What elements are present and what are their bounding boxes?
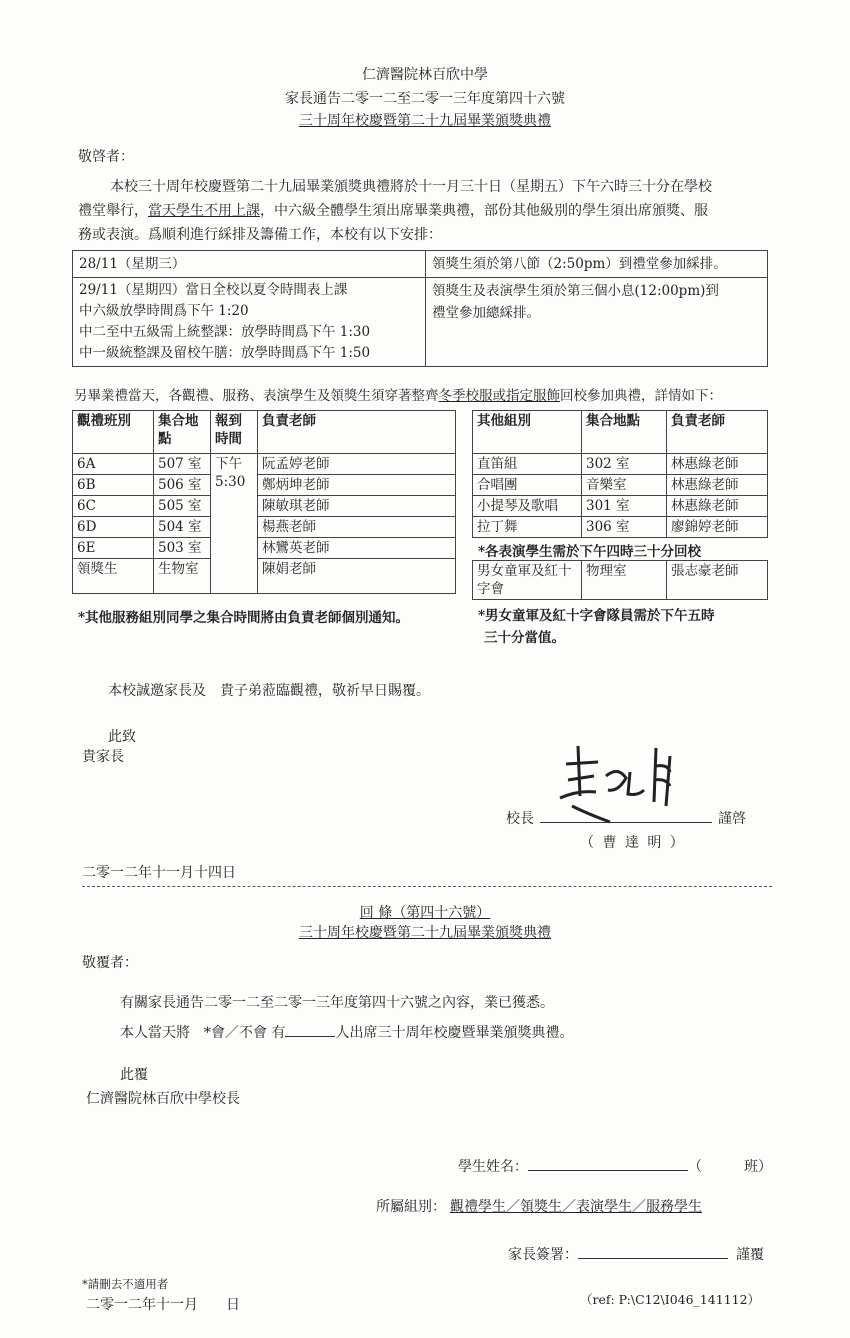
col-header: 報到時間 (211, 411, 258, 454)
tear-line (82, 886, 772, 887)
table-row (73, 559, 456, 594)
cell-teacher: 林惠綠老師 (667, 475, 768, 496)
cell-teacher: 林惠綠老師 (667, 454, 768, 475)
table-row (73, 475, 456, 496)
table-row (73, 517, 456, 538)
no-class-note: 當天學生不用上課 (148, 203, 260, 219)
schedule-note: 領獎生須於第八節（2:50pm）到禮堂參加綵排。 (426, 251, 768, 278)
cell-class: 6E (73, 538, 154, 559)
table-row (473, 496, 768, 517)
col-header: 集合地點 (582, 411, 667, 454)
cell-class: 6D (73, 517, 154, 538)
schedule-row (73, 278, 768, 367)
schedule-note: 禮堂參加總綵排。 (432, 305, 540, 321)
table-header-row (73, 411, 456, 454)
reply-subject: 三十周年校慶暨第二十九屆畢業頒獎典禮 (299, 925, 551, 941)
cell-teacher: 林鸞英老師 (258, 538, 456, 559)
notice-subject: 三十周年校慶暨第二十九屆畢業頒獎典禮 (299, 113, 551, 129)
intro-line2: 禮堂舉行，當天學生不用上課，中六級全體學生須出席畢業典禮，部份其他級別的學生須出席頒獎、服 (78, 203, 708, 219)
cell-group: 男女童軍及紅十字會 (473, 561, 582, 600)
col-header: 負責老師 (258, 411, 456, 454)
student-name-row: 學生姓名： （ 班） (458, 1159, 772, 1175)
schedule-line: 中一級統整課及留校午膳：放學時間爲下午 1:50 (79, 345, 371, 361)
cell-time: 下午 5:30 (211, 454, 258, 594)
principal-name: （ 曹 達 明 ） (580, 835, 686, 851)
closing-2: 貴家長 (82, 749, 124, 765)
table-row (473, 517, 768, 538)
cell-location: 306 室 (582, 517, 667, 538)
reply-greeting: 敬覆者： (82, 955, 138, 971)
principal-label: 校長 謹啓 (506, 811, 746, 827)
scout-note-cont: 三十分當值。 (484, 630, 565, 646)
schedule-date: 29/11（星期四）當日全校以夏令時間表上課 (79, 282, 348, 298)
service-note: *其他服務組別同學之集合時間將由負責老師個別通知。 (78, 610, 410, 626)
cell-class: 領獎生 (73, 559, 154, 594)
cell-location: 物理室 (582, 561, 667, 600)
cell-class: 6B (73, 475, 154, 496)
scout-table (472, 560, 768, 600)
student-name-field[interactable] (528, 1158, 688, 1171)
cell-group: 拉丁舞 (473, 517, 582, 538)
cell-teacher: 鄭炳坤老師 (258, 475, 456, 496)
cell-location: 音樂室 (582, 475, 667, 496)
parent-sign-row: 家長簽署： 謹覆 (508, 1247, 764, 1263)
scout-note: *男女童軍及紅十字會隊員需於下午五時 (478, 608, 715, 624)
cell-class: 6C (73, 496, 154, 517)
schedule-row (73, 251, 768, 278)
cell-teacher: 陳敏琪老師 (258, 496, 456, 517)
table-row (473, 454, 768, 475)
reply-title: 回 條（第四十六號） (359, 905, 491, 921)
cell-teacher: 陳娟老師 (258, 559, 456, 594)
class-field[interactable]: （ 班） (688, 1159, 772, 1175)
col-header: 其他組別 (473, 411, 582, 454)
cell-group: 合唱團 (473, 475, 582, 496)
schedule-date: 28/11（星期三） (73, 251, 426, 278)
table-row (473, 475, 768, 496)
table-header-row (473, 411, 768, 454)
delete-footnote: *請刪去不適用者 (82, 1277, 169, 1291)
cell-location: 503 室 (154, 538, 211, 559)
cell-location: 507 室 (154, 454, 211, 475)
dress-code: 另畢業禮當天，各觀禮、服務、表演學生及領獎生須穿著整齊冬季校服或指定服飾回校參加典禮，詳情如下： (74, 388, 722, 404)
performance-note: *各表演學生需於下午四時三十分回校 (478, 544, 702, 560)
col-header: 集合地點 (154, 411, 211, 454)
notice-number: 家長通告二零一二至二零一三年度第四十六號 (285, 91, 565, 107)
table-row (73, 496, 456, 517)
schedule-line: 中二至中五級需上統整課：放學時間爲下午 1:30 (79, 324, 371, 340)
cell-teacher: 楊燕老師 (258, 517, 456, 538)
performance-table (472, 410, 768, 538)
table-row (473, 561, 768, 600)
schedule-table (72, 250, 768, 367)
table-row (73, 538, 456, 559)
reply-closing-2: 仁濟醫院林百欣中學校長 (86, 1091, 240, 1107)
schedule-note: 領獎生及表演學生須於第三個小息(12:00pm)到 (432, 283, 719, 299)
cell-location: 504 室 (154, 517, 211, 538)
table-row (73, 454, 456, 475)
cell-location: 505 室 (154, 496, 211, 517)
attendance-table (72, 410, 456, 594)
reply-line2: 本人當天將 *會／不會 有 人出席三十周年校慶暨畢業頒獎典禮。 (120, 1025, 574, 1041)
cell-location: 生物室 (154, 559, 211, 594)
cell-group: 直笛組 (473, 454, 582, 475)
cell-location: 506 室 (154, 475, 211, 496)
reply-closing-1: 此覆 (120, 1067, 148, 1083)
cell-group: 小提琴及歌唱 (473, 496, 582, 517)
cell-location: 301 室 (582, 496, 667, 517)
parent-signature-field[interactable] (578, 1246, 728, 1259)
reference-code: （ref: P:\C12\I046_141112） (580, 1292, 761, 1307)
cell-teacher: 阮孟婷老師 (258, 454, 456, 475)
school-name: 仁濟醫院林百欣中學 (362, 67, 488, 83)
cell-teacher: 張志豪老師 (667, 561, 768, 600)
invitation: 本校誠邀家長及 貴子弟蒞臨觀禮，敬祈早日賜覆。 (108, 683, 430, 699)
group-options[interactable]: 觀禮學生／領獎生／表演學生／服務學生 (450, 1199, 702, 1215)
cell-teacher: 林惠綠老師 (667, 496, 768, 517)
closing-1: 此致 (108, 729, 136, 745)
issue-date: 二零一二年十一月十四日 (82, 865, 236, 881)
reply-line1: 有關家長通告二零一二至二零一三年度第四十六號之內容，業已獲悉。 (120, 995, 554, 1011)
cell-class: 6A (73, 454, 154, 475)
cell-location: 302 室 (582, 454, 667, 475)
attendee-count-field[interactable] (285, 1024, 335, 1037)
col-header: 負責老師 (667, 411, 768, 454)
group-row: 所屬組別： 觀禮學生／領獎生／表演學生／服務學生 (376, 1199, 702, 1215)
greeting: 敬啓者： (78, 149, 134, 165)
intro-line1: 本校三十周年校慶暨第二十九屆畢業頒獎典禮將於十一月三十日（星期五）下午六時三十分在學校 (110, 179, 712, 195)
intro-line3: 務或表演。爲順利進行綵排及籌備工作，本校有以下安排： (78, 227, 442, 243)
schedule-line: 中六級放學時間爲下午 1:20 (79, 303, 249, 319)
cell-teacher: 廖錦婷老師 (667, 517, 768, 538)
reply-date: 二零一二年十一月 日 (86, 1297, 240, 1313)
col-header: 觀禮班別 (73, 411, 154, 454)
